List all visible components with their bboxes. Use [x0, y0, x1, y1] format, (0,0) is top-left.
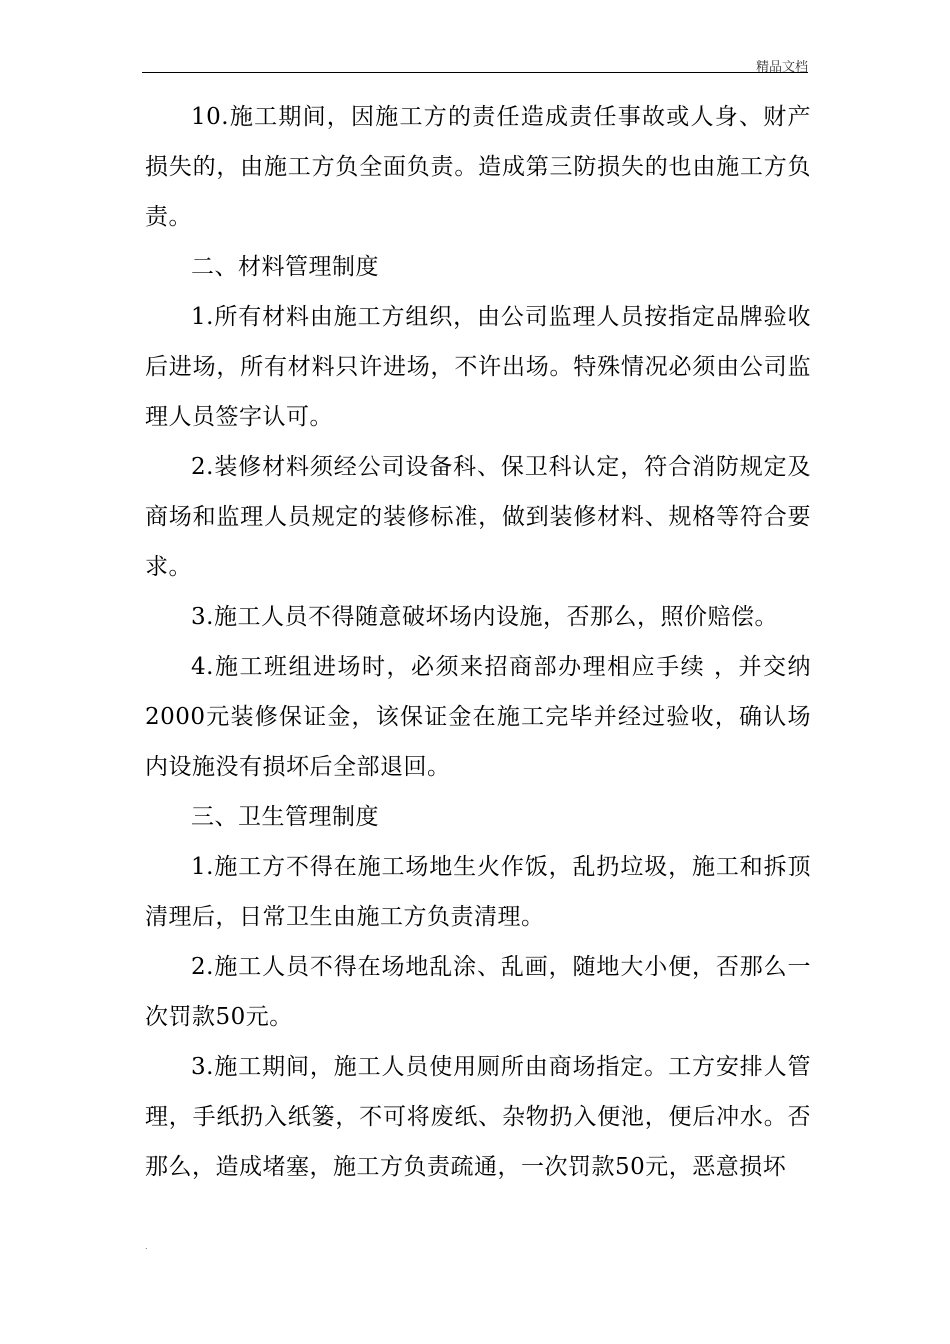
paragraph-materials-3: 3.施工人员不得随意破坏场内设施，否那么，照价赔偿。	[191, 604, 778, 630]
footer-mark: .	[145, 1242, 148, 1251]
section-heading-materials: 二、材料管理制度	[191, 254, 379, 280]
paragraph-materials-1: 1.所有材料由施工方组织，由公司监理人员按指定品牌验收后进场，所有材料只许进场，不许出场。特殊情况必须由公司监理人员签字认可。	[145, 304, 811, 430]
header-label: 精品文档	[755, 60, 808, 75]
paragraph-materials-2: 2.装修材料须经公司设备科、保卫科认定，符合消防规定及商场和监理人员规定的装修标准，做到装修材料、规格等符合要求。	[145, 454, 811, 580]
paragraph-materials-4: 4.施工班组进场时，必须来招商部办理相应手续 ，并交纳2000元装修保证金，该保证金在施工完毕并经过验收，确认场内设施没有损坏后全部退回。	[145, 654, 811, 780]
paragraph-hygiene-3: 3.施工期间，施工人员使用厕所由商场指定。工方安排人管理，手纸扔入纸篓，不可将废纸、杂物扔入便池，便后冲水。否那么，造成堵塞，施工方负责疏通，一次罚款50元，恶意损坏	[145, 1054, 811, 1180]
paragraph-hygiene-1: 1.施工方不得在施工场地生火作饭，乱扔垃圾，施工和拆顶清理后，日常卫生由施工方负责清理。	[145, 854, 811, 930]
document-body	[145, 92, 811, 1192]
paragraph-hygiene-2: 2.施工人员不得在场地乱涂、乱画，随地大小便，否那么一次罚款50元。	[145, 954, 811, 1030]
header-rule	[142, 72, 808, 73]
section-heading-hygiene: 三、卫生管理制度	[191, 804, 379, 830]
paragraph-item-10: 10.施工期间，因施工方的责任造成责任事故或人身、财产损失的，由施工方负全面负责。造成第三防损失的也由施工方负责。	[145, 104, 811, 230]
